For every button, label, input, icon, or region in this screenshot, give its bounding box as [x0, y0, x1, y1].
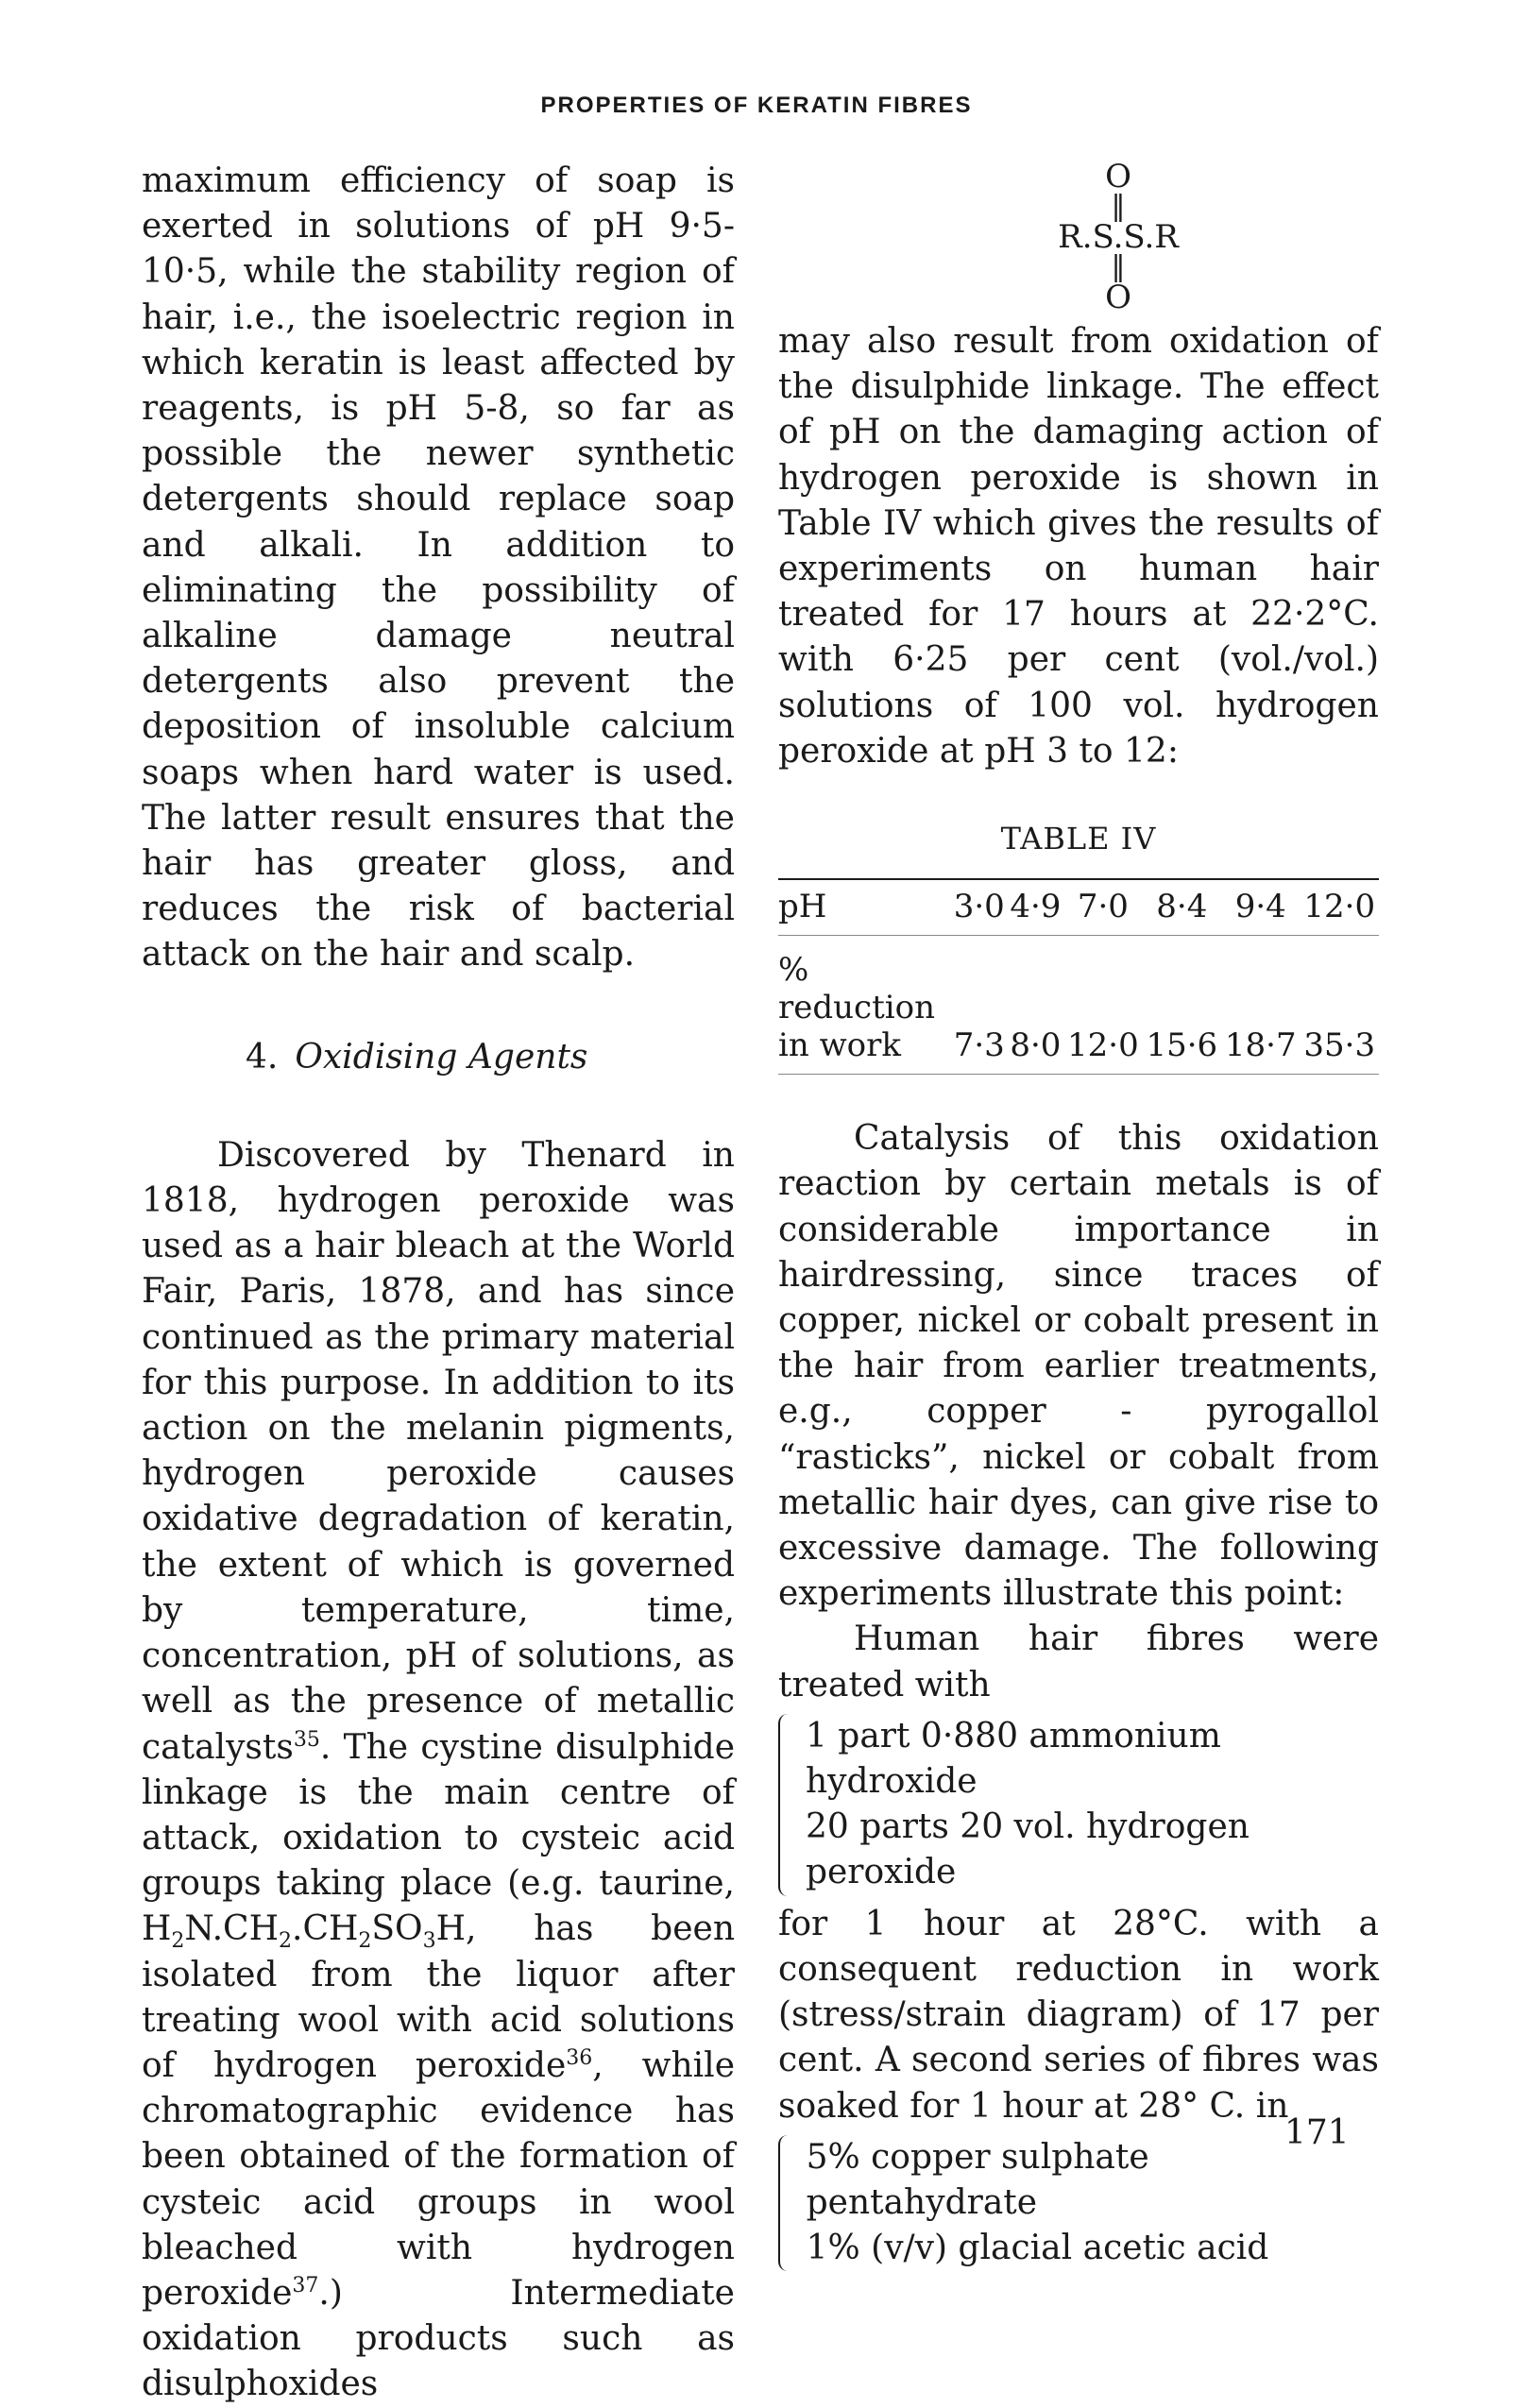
left-column	[142, 159, 735, 2408]
solution-mixture-2	[778, 2135, 1379, 2272]
paragraph: for 1 hour at 28°C. with a consequent reduction in work (stress/strain diagram) of 17 per cent. A second series of fibres was soaked for 1 hour at 28° C. in	[778, 1904, 1379, 2126]
section-number: 4.	[246, 1037, 279, 1077]
brace	[778, 2135, 799, 2272]
table-title: TABLE IV	[1000, 821, 1157, 857]
formula-main: R.S.S.R	[1058, 218, 1179, 256]
solution-mixture-1	[778, 1714, 1379, 1896]
table-row	[778, 879, 1379, 936]
ph-value: 12·0	[1300, 879, 1380, 936]
paragraph: Catalysis of this oxidation reaction by certain metals is of considerable importance in hairdressing, since traces of copper, nickel or cobalt present in the hair from earlier treatments, e.g., copper - pyrogallol “rasticks”, nickel or cobalt from metallic hair dyes, can give rise to excessive damage. The following experiments illustrate this point:	[778, 1119, 1379, 1614]
mixture-line: 1 part 0·880 ammonium hydroxide	[805, 1716, 1221, 1802]
reduction-value: 7·3	[951, 936, 1008, 1075]
reduction-value: 18·7	[1221, 936, 1300, 1075]
paragraph: maximum efficiency of soap is exerted in solutions of pH 9·5-10·5, while the stability region of hair, i.e., the isoelectric region in which keratin is least affected by reagents, is pH 5-8, so far as possible the newer synthetic detergents should replace soap and alkali. In addition to eliminating the possibility of alkaline damage neutral detergents also prevent the deposition of insoluble calcium soaps when hard water is used. The latter result ensures that the hair has greater gloss, and reduces the risk of bacterial attack on the hair and scalp.	[142, 161, 735, 975]
reference-36: 36	[566, 2045, 593, 2070]
paragraph: may also result from oxidation of the disulphide linkage. The effect of pH on the damaging action of hydrogen peroxide is shown in Table IV which gives the results of experiments on human hair treated for 17 hours at 22·2°C. with 6·25 per cent (vol./vol.) solutions of 100 vol. hydrogen peroxide at pH 3 to 12:	[778, 322, 1379, 771]
mixture-line: 5% copper sulphate pentahydrate	[806, 2137, 1149, 2222]
brace	[778, 1714, 798, 1896]
table-row	[778, 936, 1379, 1075]
chemical-formula	[995, 159, 1241, 315]
ph-value: 9·4	[1221, 879, 1300, 936]
row-label-reduction: % reduction in work	[778, 936, 951, 1075]
formula-oxygen-bottom: O	[1105, 279, 1131, 316]
row-label-ph: pH	[778, 879, 951, 936]
formula-oxygen-top: O	[1105, 158, 1131, 195]
paragraph: Discovered by Thenard in 1818, hydrogen peroxide was used as a hair bleach at the World Fair, Paris, 1878, and has since continued as the primary material for this purpose. In addition to its action on the melanin pigments, hydrogen peroxide causes oxidative degradation of keratin, the extent of which is governed by temperature, time, concentration, pH of solutions, as well as the presence of metallic catalysts$^{35}$. The cystine disulphide linkage is the main centre of attack, oxidation to cysteic acid groups taking place (e.g. taurine, $H_2N.CH_2.CH_2SO_3H$, has been isolated from the liquor after treating wool with acid solutions of hydrogen peroxide$^{36}$, while chromatographic evidence has been obtained of the formation of cysteic acid groups in wool bleached with hydrogen peroxide$^{37}$.) Intermediate oxidation products such as disulphoxides	[142, 1135, 735, 2404]
reference-37: 37	[292, 2273, 319, 2298]
ph-value: 4·9	[1008, 879, 1064, 936]
section-title: Oxidising Agents	[295, 1037, 588, 1077]
formula-double-bond-top: ‖	[1111, 190, 1126, 223]
ph-value: 7·0	[1063, 879, 1142, 936]
right-column	[778, 159, 1379, 2277]
data-table	[778, 878, 1379, 1075]
running-header: PROPERTIES OF KERATIN FIBRES	[540, 93, 973, 118]
ph-value: 3·0	[951, 879, 1008, 936]
paragraph: Human hair fibres were treated with	[778, 1619, 1379, 1704]
ph-value: 8·4	[1143, 879, 1221, 936]
formula-double-bond-bottom: ‖	[1111, 250, 1126, 283]
reduction-value: 8·0	[1008, 936, 1064, 1075]
reduction-value: 15·6	[1143, 936, 1221, 1075]
section-heading	[246, 1035, 735, 1080]
reference-35: 35	[293, 1727, 320, 1752]
mixture-line: 20 parts 20 vol. hydrogen peroxide	[805, 1807, 1250, 1892]
reduction-value: 12·0	[1063, 936, 1142, 1075]
reduction-value: 35·3	[1300, 936, 1380, 1075]
page-number: 171	[1284, 2113, 1350, 2152]
mixture-line: 1% (v/v) glacial acetic acid	[806, 2229, 1269, 2268]
